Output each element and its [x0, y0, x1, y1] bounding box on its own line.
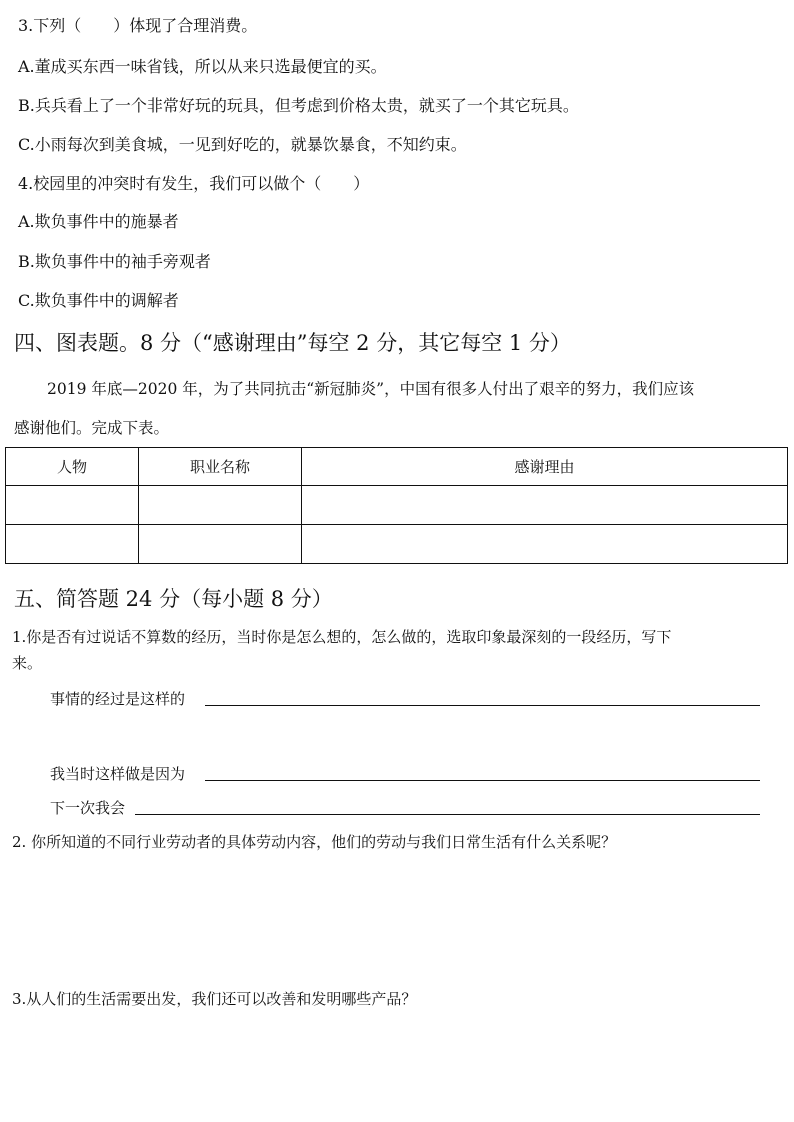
- table-cell-reason[interactable]: [302, 525, 788, 564]
- blank-3-label: 下一次我会: [50, 799, 126, 817]
- blank-2-label: 我当时这样做是因为: [50, 765, 186, 783]
- question-4-option-a: A.欺负事件中的施暴者: [18, 212, 179, 231]
- thanks-table: [5, 447, 788, 564]
- table-header-row: [6, 448, 788, 486]
- section-5-q2: 2. 你所知道的不同行业劳动者的具体劳动内容，他们的劳动与我们日常生活有什么关系呢？: [12, 833, 617, 851]
- question-4-option-b: B.欺负事件中的袖手旁观者: [18, 252, 211, 271]
- header-reason: 感谢理由: [302, 448, 788, 486]
- table-cell-person[interactable]: [6, 486, 139, 525]
- section-5-q1-line-1: 1.你是否有过说话不算数的经历，当时你是怎么想的，怎么做的，选取印象最深刻的一段经历，写下: [12, 628, 672, 646]
- question-4-option-c: C.欺负事件中的调解者: [18, 291, 179, 310]
- section-4-intro-line-2: 感谢他们。完成下表。: [14, 419, 170, 437]
- blank-2-answer-line[interactable]: [205, 780, 760, 781]
- table-cell-person[interactable]: [6, 525, 139, 564]
- question-3-option-a: A.董成买东西一味省钱，所以从来只选最便宜的买。: [18, 57, 387, 76]
- section-5-title: 五、简答题 24 分（每小题 8 分）: [14, 587, 333, 611]
- section-4-title: 四、图表题。8 分（“感谢理由”每空 2 分，其它每空 1 分）: [14, 331, 571, 355]
- blank-3-answer-line[interactable]: [135, 814, 760, 815]
- question-3-option-c: C.小雨每次到美食城，一见到好吃的，就暴饮暴食，不知约束。: [18, 135, 467, 154]
- blank-1-label: 事情的经过是这样的: [50, 690, 186, 708]
- table-row: [6, 486, 788, 525]
- section-5-q3: 3.从人们的生活需要出发，我们还可以改善和发明哪些产品？: [12, 990, 417, 1008]
- table-row: [6, 525, 788, 564]
- table-cell-occupation[interactable]: [139, 486, 302, 525]
- section-5-q1-line-2: 来。: [12, 654, 43, 672]
- question-3-option-b: B.兵兵看上了一个非常好玩的玩具，但考虑到价格太贵，就买了一个其它玩具。: [18, 96, 579, 115]
- header-person: 人物: [6, 448, 139, 486]
- table-cell-occupation[interactable]: [139, 525, 302, 564]
- blank-1-answer-line[interactable]: [205, 705, 760, 706]
- question-4-stem: 4.校园里的冲突时有发生，我们可以做个（ ）: [18, 174, 370, 193]
- question-3-stem: 3.下列（ ）体现了合理消费。: [18, 16, 258, 35]
- section-4-intro-line-1: 2019 年底—2020 年，为了共同抗击“新冠肺炎”，中国有很多人付出了艰辛的努力，我们应该: [47, 380, 695, 398]
- header-occupation: 职业名称: [139, 448, 302, 486]
- table-cell-reason[interactable]: [302, 486, 788, 525]
